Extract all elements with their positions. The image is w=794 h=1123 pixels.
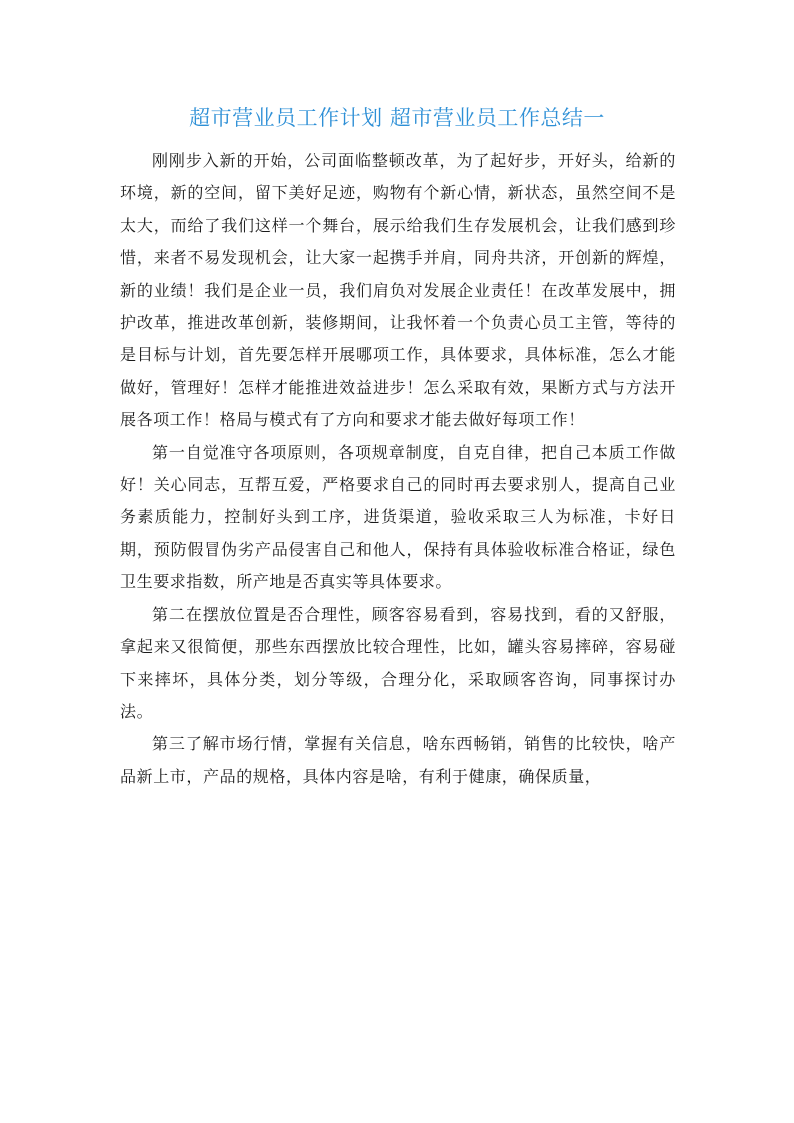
document-body <box>120 145 676 793</box>
paragraph-second-point: 第二在摆放位置是否合理性，顾客容易看到，容易找到，看的又舒服，拿起来又很简便，那些东西摆放比较合理性，比如，罐头容易摔碎，容易碰下来摔坏，具体分类，划分等级，合理分化，采取顾客咨询，同事探讨办法。 <box>120 604 676 721</box>
paragraph-first-point: 第一自觉准守各项原则，各项规章制度，自克自律，把自己本质工作做好！关心同志，互帮互爱，严格要求自己的同时再去要求别人，提高自己业务素质能力，控制好头到工序，进货渠道，验收采取三人为标准，卡好日期，预防假冒伪劣产品侵害自己和他人，保持有具体验收标准合格证，绿色卫生要求指数，所产地是否真实等具体要求。 <box>120 442 676 592</box>
paragraph-intro: 刚刚步入新的开始，公司面临整顿改革，为了起好步，开好头，给新的环境，新的空间，留下美好足迹，购物有个新心情，新状态，虽然空间不是太大，而给了我们这样一个舞台，展示给我们生存发展机会，让我们感到珍惜，来者不易发现机会，让大家一起携手并肩，同舟共济，开创新的辉煌，新的业绩！我们是企业一员，我们肩负对发展企业责任！在改革发展中，拥护改革，推进改革创新，装修期间，让我怀着一个负责心员工主管，等待的是目标与计划，首先要怎样开展哪项工作，具体要求，具体标准，怎么才能做好，管理好！怎样才能推进效益进步！怎么采取有效，果断方式与方法开展各项工作！格局与模式有了方向和要求才能去做好每项工作！ <box>120 151 676 430</box>
paragraph-third-point: 第三了解市场行情，掌握有关信息，啥东西畅销，销售的比较快，啥产品新上市，产品的规格，具体内容是啥，有利于健康，确保质量， <box>120 734 676 786</box>
document-title: 超市营业员工作计划 超市营业员工作总结一 <box>189 106 605 130</box>
